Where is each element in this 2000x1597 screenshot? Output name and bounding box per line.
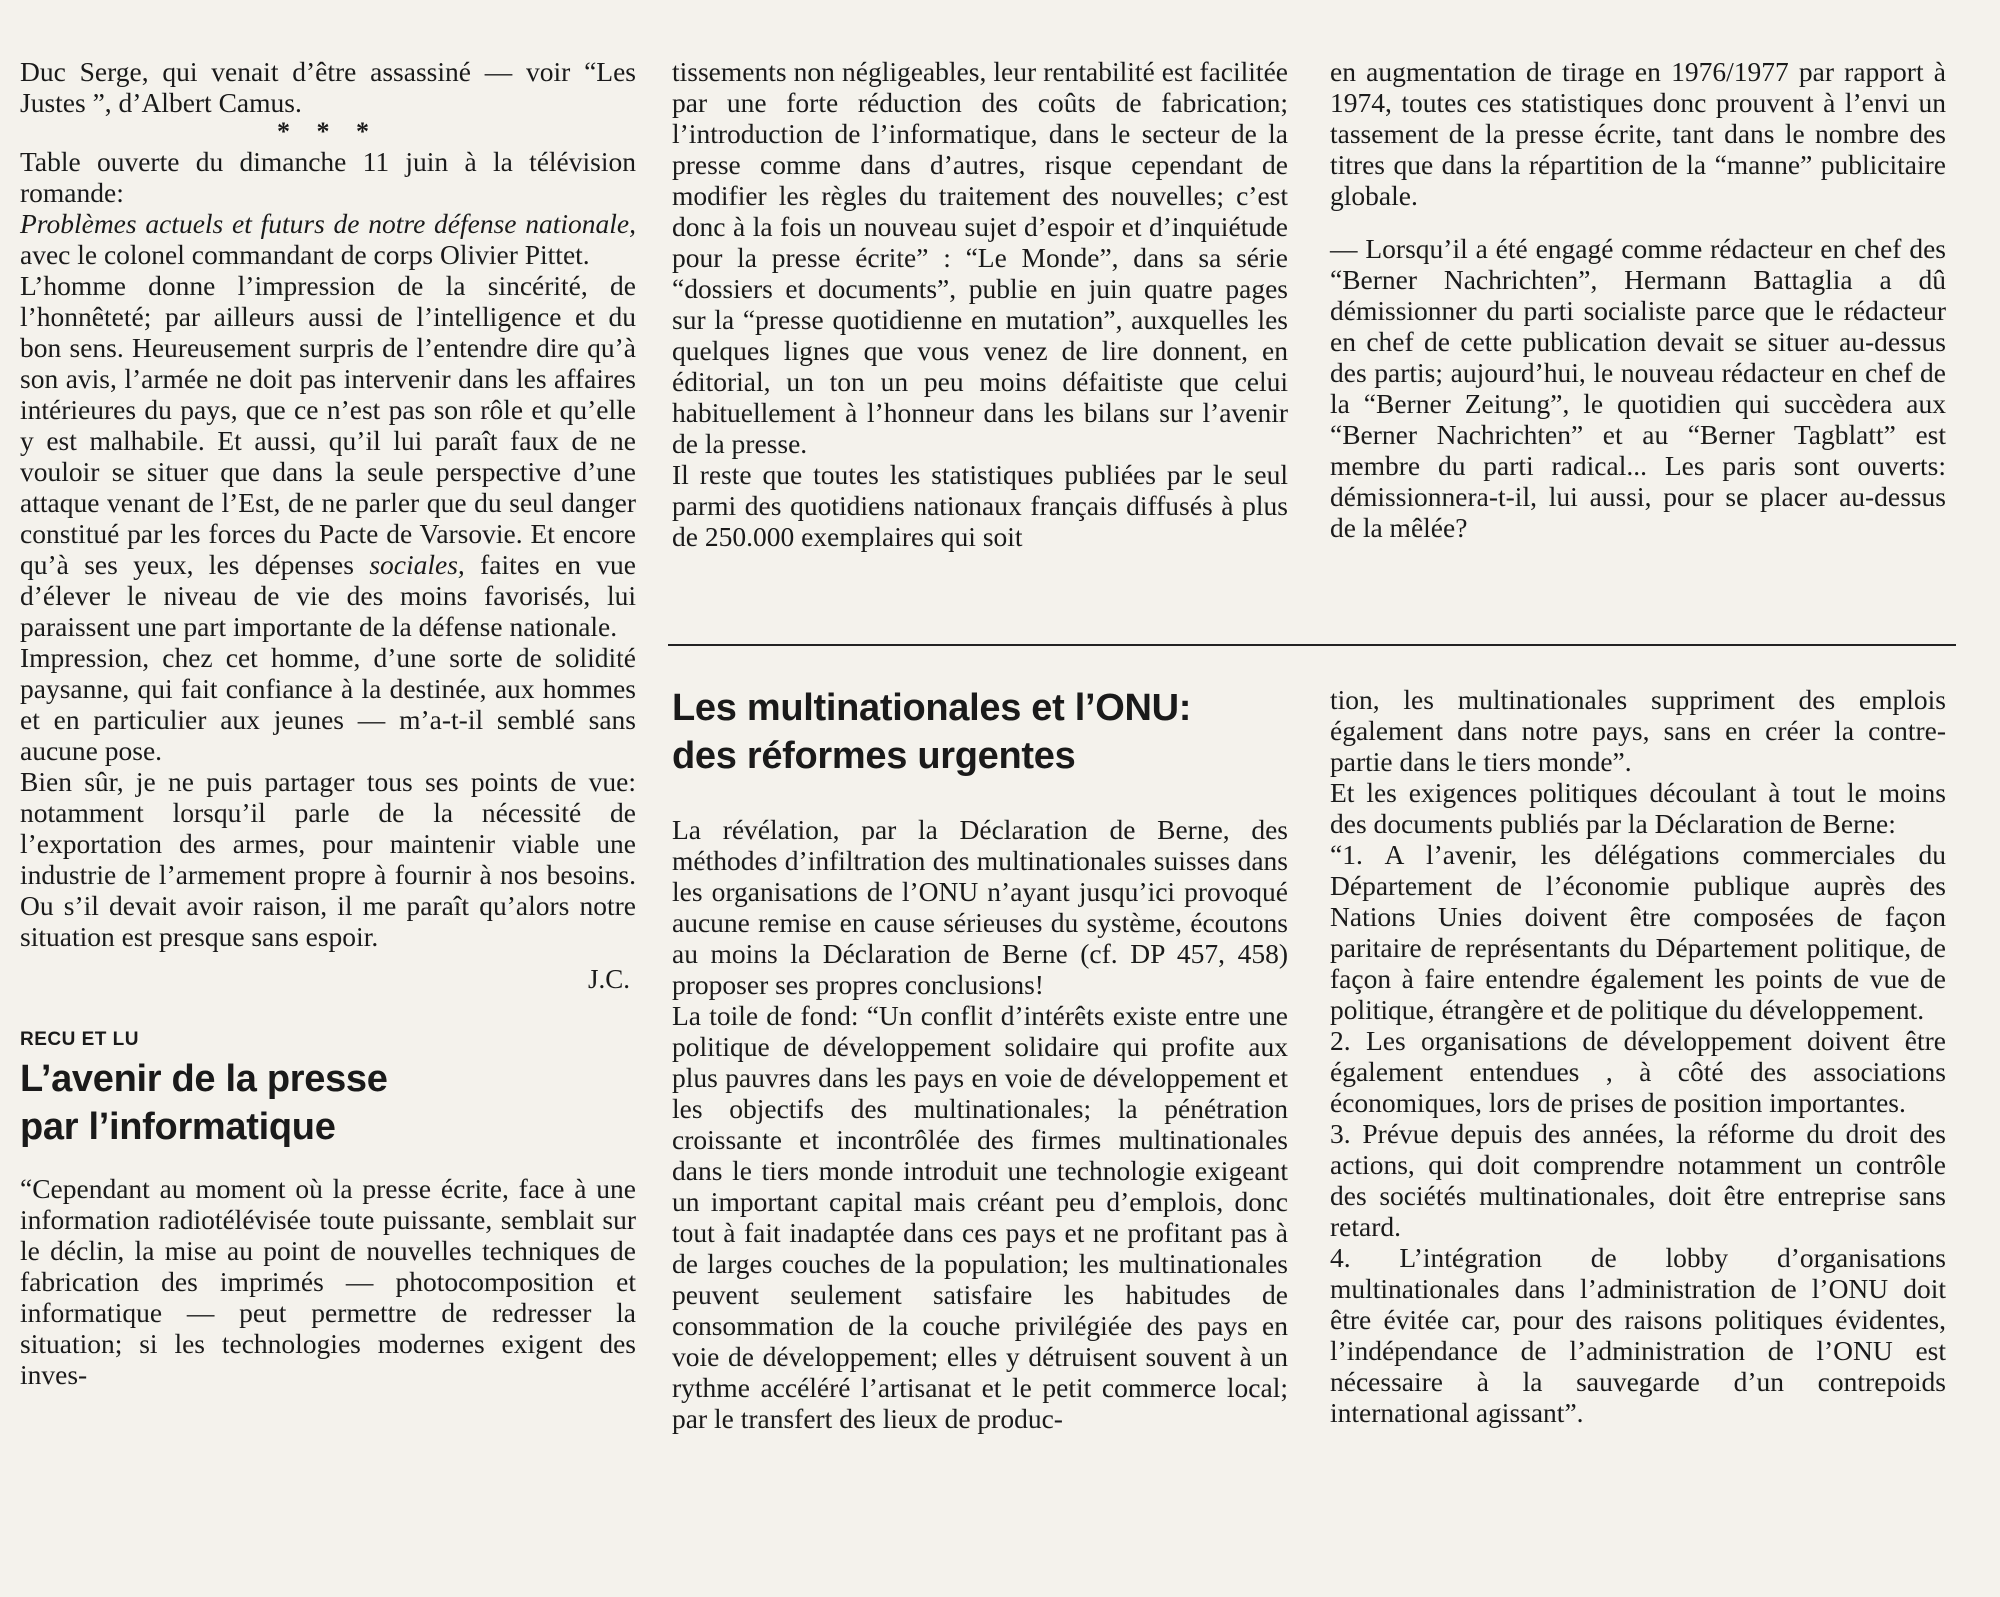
headline-onu-line2: des réformes urgentes [672,735,1076,777]
demand-1: “1. A l’avenir, les délégations commerciales du Département de l’économie publique auprès des Nations Unies doivent être composées de façon paritaire de représentants du Département politique, de façon à faire entendre également les points de vue de politique, étrangère et de politique du développement. [1330,839,1946,1025]
column-right-top-text [1330,56,1946,543]
demand-3: 3. Prévue depuis des années, la réforme du droit des actions, qui doit comprendre notamment un contrôle des sociétés multinationales, doit être entreprise sans retard. [1330,1118,1946,1242]
section-separator: * * * [277,117,379,146]
column-middle-top-text [672,56,1288,552]
article-onu-body [672,814,1288,1434]
article-onu-background-end: tion, les multinationales suppriment des emplois également dans notre pays, sans en créer la contre-partie dans le tiers monde”. [1330,684,1946,777]
item-berner-zeitung: — Lorsqu’il a été engagé comme rédacteur en chef des “Berner Nachrichten”, Hermann Battaglia a dû démissionner du parti socialiste parce que le rédacteur en chef de cette publication devait se situer au-dessus des partis; aujourd’hui, le nouveau rédacteur en chef de la “Berner Zeitung”, le quotidien qui succèdera aux “Berner Nachrichten” et au “Berner Tagblatt” est membre du parti radical... Les paris sont ouverts: démissionnera-t-il, lui aussi, pour se placer au-dessus de la mêlée? [1330,233,1946,543]
paragraph-impression-end: faites en vue d’élever le niveau de vie des moins favorisés, lui paraissent une part importante de la défense nationale. [20,549,637,642]
column-middle-top [672,56,1288,552]
author-signature: J.C. [587,964,630,994]
demand-4: 4. L’intégration de lobby d’organisations multinationales dans l’administration de l’ONU doit être évitée car, pour des raisons politiques évidentes, l’indépendance de l’administration de l’ONU est nécessaire à la sauvegarde d’un contrepoids international agissant”. [1330,1242,1946,1428]
column-right-bottom [1330,684,1946,1428]
headline-presse-line1: L’avenir de la presse [20,1058,388,1100]
column-left [20,56,636,1390]
article-presse-continued: tissements non négligeables, leur rentabilité est facilitée par une forte réduction des coûts de fabrication; l’introduction de l’informatique, dans le secteur de la presse comme dans d’autres, risque cependant de modifier les règles du traitement des nouvelles; c’est donc à la fois un nouveau sujet d’espoir et d’inquiétude pour la presse écrite” : “Le Monde”, dans sa série “dossiers et documents”, publie en juin quatre pages sur la “presse quotidienne en mutation”, auxquelles les quelques lignes que vous venez de lire donnent, en éditorial, un ton un peu moins défaitiste que celui habituellement à l’honneur dans les bilans sur l’avenir de la presse. [672,56,1288,459]
column-middle-bottom [672,684,1288,1434]
article-onu-demands-intro: Et les exigences politiques découlant à tout le moins des documents publiés par la Déclaration de Berne: [1330,777,1946,839]
paragraph-impression-italic: sociales, [369,549,465,580]
demand-2: 2. Les organisations de développement doivent être également entendues , à côté des associations économiques, lors de prises de position importantes. [1330,1025,1946,1118]
paragraph-impression-text: L’homme donne l’impression de la sincérité, de l’honnêteté; par ailleurs aussi de l’intelligence et du bon sens. Heureusement surpris de l’entendre dire qu’à son avis, l’armée ne doit pas intervenir dans les affaires intérieures du pays, que ce n’est pas son rôle et qu’elle y est malhabile. Et aussi, qu’il lui paraît faux de ne vouloir se situer que dans la seule perspective d’une attaque venant de l’Est, de ne parler que du seul danger constitué par les forces du Pacte de Varsovie. Et encore qu’à ses yeux, les dépenses [20,270,636,580]
article-presse-statistics: Il reste que toutes les statistiques publiées par le seul parmi des quotidiens nationaux français diffusés à plus de 250.000 exemplaires qui soit [672,459,1288,552]
headline-presse [20,1055,636,1151]
paragraph-impression [20,270,636,642]
table-ouverte-intro [20,146,636,270]
article-onu-intro: La révélation, par la Déclaration de Berne, des méthodes d’infiltration des multinationales suisses dans les organisations de l’ONU n’ayant jusqu’ici provoqué aucune remise en cause sérieuses du système, écoutons au moins la Déclaration de Berne (cf. DP 457, 458) proposer ses propres conclusions! [672,814,1288,1000]
article-onu-background: La toile de fond: “Un conflit d’intérêts existe entre une politique de développement solidaire qui profite aux plus pauvres dans les pays en voie de développement et les objectifs des multinationales; la pénétration croissante et incontrôlée des firmes multinationales dans le tiers monde introduit une technologie exigeant un important capital mais créant peu d’emplois, donc tout à fait inadaptée dans ces pays et ne profitant pas à de larges couches de la population; les multinationales peuvent seulement satisfaire les habitudes de consommation de la couche privilégiée des pays en voie de développement; elles y détruisent souvent à un rythme accéléré l’artisanat et le petit commerce local; par le transfert des lieux de produc- [672,1000,1288,1434]
article-presse-end: en augmentation de tirage en 1976/1977 par rapport à 1974, toutes ces statistiques donc prouvent à l’envi un tassement de la presse écrite, tant dans le nombre des titres que dans la répartition de la “manne” publicitaire globale. [1330,56,1946,211]
paragraph-solidity: Impression, chez cet homme, d’une sorte de solidité paysanne, qui fait confiance à la destinée, aux hommes et en particulier aux jeunes — m’a-t-il semblé sans aucune pose. [20,642,636,766]
paragraph-disagreement: Bien sûr, je ne puis partager tous ses points de vue: notamment lorsqu’il parle de la nécessité de l’exportation des armes, pour maintenir viable une industrie de l’armement propre à fournir à nos besoins. Ou s’il devait avoir raison, il me paraît qu’alors notre situation est presque sans espoir. [20,766,636,952]
program-title: Problèmes actuels et futurs de notre défense nationale, [20,208,636,239]
headline-onu-line1: Les multinationales et l’ONU: [672,687,1192,729]
headline-presse-line2: par l’informatique [20,1106,336,1148]
intro-continued: Duc Serge, qui venait d’être assassiné — voir “Les Justes ”, d’Albert Camus. [20,56,636,118]
section-kicker: RECU ET LU [20,1029,139,1050]
table-ouverte-start: Table ouverte du dimanche 11 juin à la télévision romande: [20,146,636,208]
column-right-top [1330,56,1946,543]
section-divider [668,644,1956,646]
headline-onu [672,684,1288,780]
article-presse-start [20,1173,636,1390]
column-left-text [20,56,636,952]
article-onu-continued [1330,684,1946,1428]
table-ouverte-end: avec le colonel commandant de corps Olivier Pittet. [20,239,590,270]
article-presse-paragraph: “Cependant au moment où la presse écrite, face à une information radiotélévisée toute puissante, semblait sur le déclin, la mise au point de nouvelles techniques de fabrication des imprimés — photocomposition et informatique — peut permettre de redresser la situation; si les technologies modernes exigent des inves- [20,1173,636,1390]
